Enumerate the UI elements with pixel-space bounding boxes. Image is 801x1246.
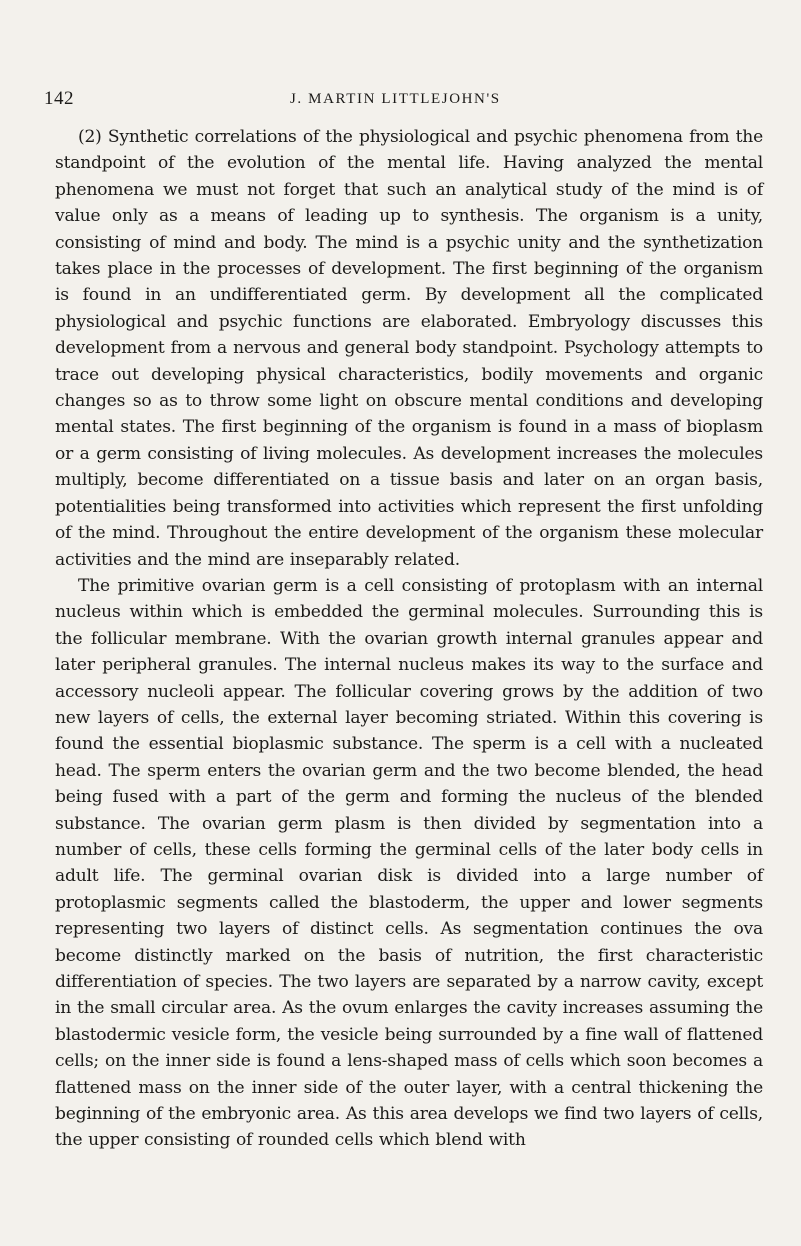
paragraph-synthetic-correlations: (2) Synthetic correlations of the physiological and psychic phenomena from the standpoint of the evolution of the mental life. Having analyzed the mental phenomena we must not forget that such an analytical study of the mind is of value only as a means of leading up to synthesis. The organism is a unity, consisting of mind and body. The mind is a psychic unity and the synthetization takes place in the processes of development. The first beginning of the organism is found in an undifferentiated germ. By development all the complicated physiological and psychic functions are elaborated. Embryology discusses this development from a nervous and general body standpoint. Psychology attempts to trace out developing physical characteristics, bodily movements and organic changes so as to throw some light on obscure mental conditions and developing mental states. The first beginning of the organism is found in a mass of bioplasm or a germ consisting of living molecules. As development increases the molecules multiply, become differentiated on a tissue basis and later on an organ basis, potentialities being transformed into activities which represent the first unfolding of the mind. Throughout the entire development of the organism these molecular activities and the mind are inseparably related. (55, 127, 763, 570)
body-text (55, 124, 763, 1154)
paragraph-ovarian-germ: The primitive ovarian germ is a cell consisting of protoplasm with an internal nucleus within which is embedded the germinal molecules. Surrounding this is the follicular membrane. With the ovarian growth internal granules appear and later peripheral granules. The internal nucleus makes its way to the surface and accessory nucleoli appear. The follicular covering grows by the addition of two new layers of cells, the external layer becoming striated. Within this covering is found the essential bioplasmic substance. The sperm is a cell with a nucleated head. The sperm enters the ovarian germ and the two become blended, the head being fused with a part of the germ and forming the nucleus of the blended substance. The ovarian germ plasm is then divided by segmentation into a number of cells, these cells forming the germinal cells of the later body cells in adult life. The germinal ovarian disk is divided into a large number of protoplasmic segments called the blastoderm, the upper and lower segments representing two layers of distinct cells. As segmentation continues the ova become distinctly marked on the basis of nutrition, the first characteristic differentiation of species. The two layers are separated by a narrow cavity, except in the small circular area. As the ovum enlarges the cavity increases assuming the blastodermic vesicle form, the vesicle being surrounded by a fine wall of flattened cells; on the inner side is found a lens-shaped mass of cells which soon becomes a flattened mass on the inner side of the outer layer, with a central thickening the beginning of the embryonic area. As this area develops we find two layers of cells, the upper consisting of rounded cells which blend with (55, 575, 763, 1151)
page-number: 142 (44, 88, 74, 109)
running-head: J. MARTIN LITTLEJOHN'S (290, 91, 501, 107)
page-header (0, 88, 801, 112)
